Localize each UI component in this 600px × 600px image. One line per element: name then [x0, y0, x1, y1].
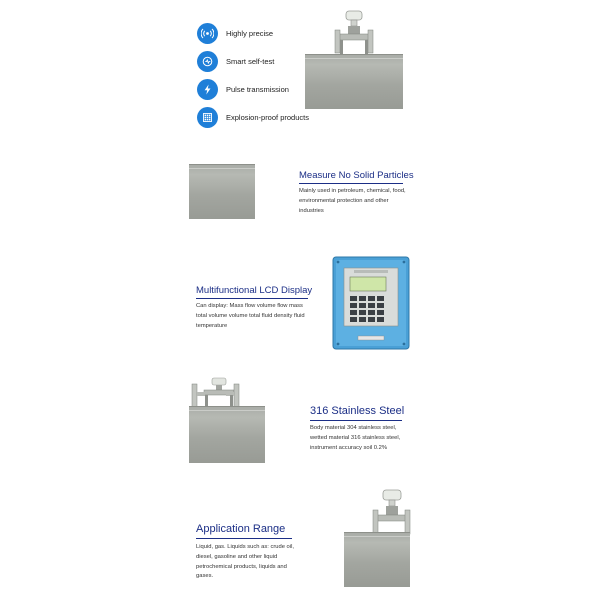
section-title-app: Application Range: [196, 523, 286, 535]
lightning-icon: [197, 79, 218, 100]
section-title-steel: 316 Stainless Steel: [310, 405, 405, 417]
self-test-icon: [197, 51, 218, 72]
section-title-solid: Measure No Solid Particles: [299, 170, 414, 181]
section-divider: [196, 538, 292, 539]
section-desc-solid: Mainly used in petroleum, chemical, food, environmental protection and other industries: [299, 188, 406, 214]
lcd-controller-image: [332, 256, 410, 350]
feature-item-pulse: [197, 78, 289, 100]
feature-item-explosion-proof: [197, 106, 309, 128]
feature-label: Explosion-proof products: [226, 112, 309, 122]
section-desc-lcd: Can display: Mass flow volume flow mass total volume volume total fluid density fluid temperature: [196, 303, 305, 329]
section-divider: [310, 420, 402, 421]
feature-item-precise: [197, 22, 273, 44]
section-title-lcd: Multifunctional LCD Display: [196, 285, 313, 296]
feature-label: Highly precise: [226, 28, 274, 38]
flowmeter-image-left: [188, 376, 268, 464]
section-divider: [299, 183, 403, 184]
signal-icon: [197, 23, 218, 44]
sensor-housing-image: [189, 164, 255, 219]
feature-label: Pulse transmission: [226, 84, 289, 94]
feature-label: Smart self-test: [226, 56, 275, 66]
grid-icon: [197, 107, 218, 128]
feature-item-self-test: [197, 50, 274, 72]
section-desc-app: Liquid, gas. Liquids such as: crude oil, diesel, gasoline and other liquid petrochemical products, liquids and gases.: [196, 544, 294, 580]
flowmeter-image-top: [303, 8, 405, 110]
section-divider: [196, 298, 308, 299]
flowmeter-image-bottom: [343, 488, 411, 588]
section-desc-steel: Body material 304 stainless steel, wetted material 316 stainless steel, instrument accuracy soil 0.2%: [310, 425, 401, 451]
